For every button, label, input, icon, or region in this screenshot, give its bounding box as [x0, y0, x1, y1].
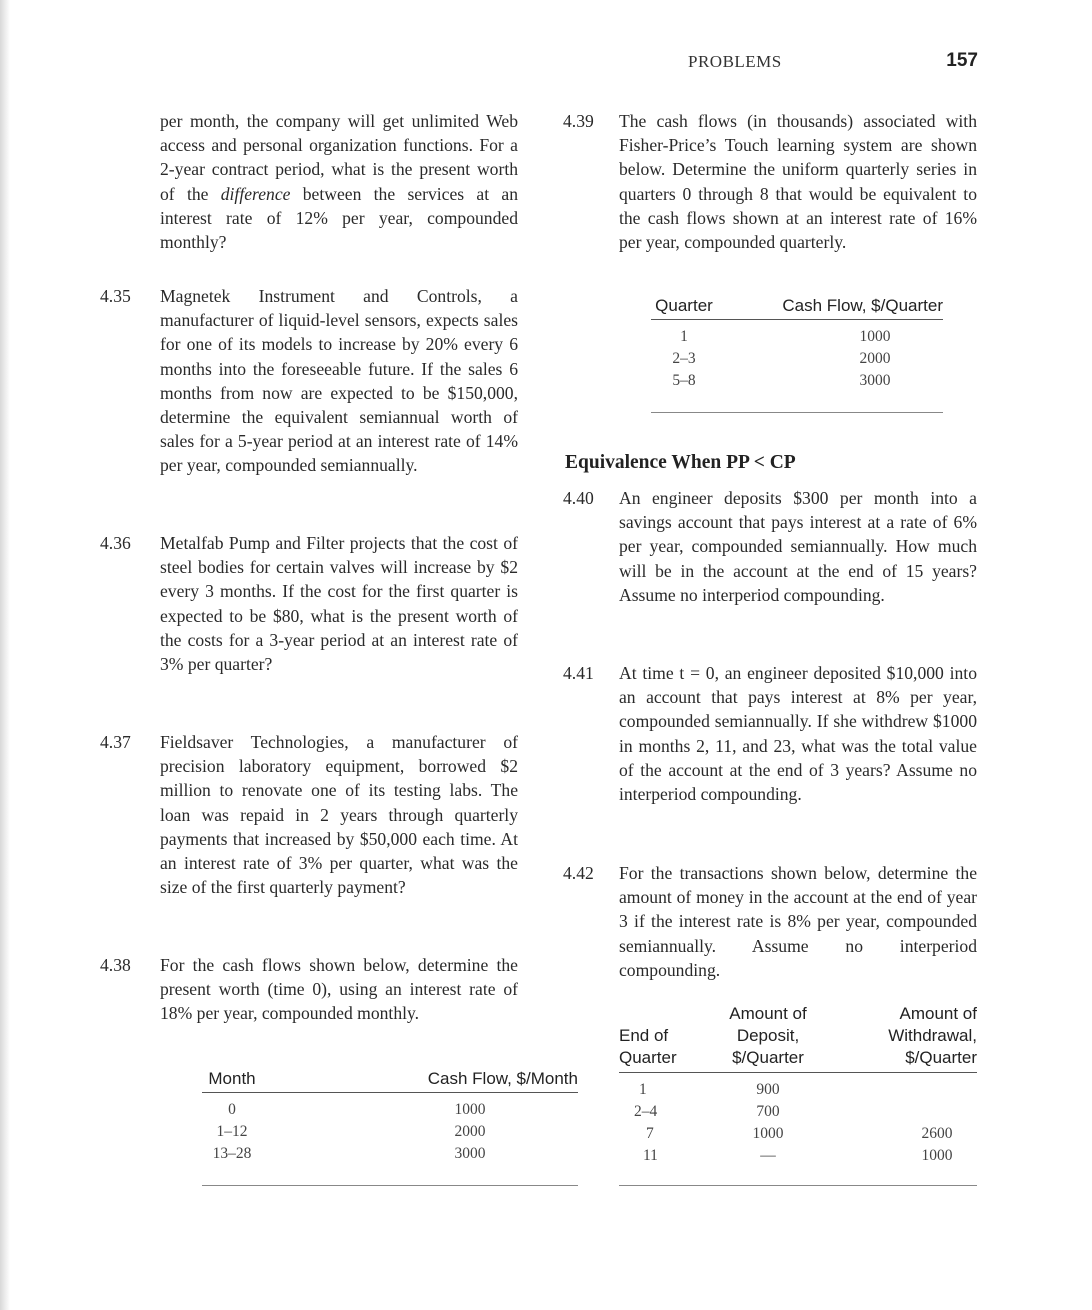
table-4-38	[202, 1069, 578, 1165]
problem-4-36	[100, 531, 518, 676]
problem-number: 4.41	[563, 663, 594, 683]
problem-text: Fieldsaver Technologies, a manufacturer of precision laboratory equipment, borrowed $2 million to renovate one of its testing labs. The loan was repaid in 2 years through quarterly payments that increased by $50,000 each time. At an interest rate of 3% per quarter, what was the size of the first quarterly payment?	[160, 732, 518, 898]
continued-text-start: per month, the company will get unlimited Web access and personal organization functions. For a 2-year contract period, what is the present worth of the	[160, 111, 518, 204]
problem-4-39	[563, 109, 977, 254]
table-cell: 700	[756, 1103, 780, 1120]
table-cell: 7	[646, 1125, 654, 1142]
column-header: Cash Flow, $/Month	[262, 1069, 578, 1093]
table-cell: 11	[643, 1147, 658, 1164]
table-cell: 3000	[859, 372, 891, 389]
problem-text: An engineer deposits $300 per month into a savings account that pays interest at a rate of 6% per year, compounded semiannually. How much will be in the account at the end of 15 years? Assume no interperiod compounding.	[619, 488, 977, 605]
table-cell: 2000	[454, 1123, 486, 1140]
table-bottom-rule	[619, 1185, 977, 1186]
problem-continued-text	[100, 109, 518, 254]
problem-text: The cash flows (in thousands) associated with Fisher-Price’s Touch learning system are shown below. Determine the uniform quarterly series in quarters 0 through 8 that would be equivalent to the cash flows shown at an interest rate of 16% per year, compounded quarterly.	[619, 111, 977, 253]
problem-text: Metalfab Pump and Filter projects that the cost of steel bodies for certain valves will increase by $2 every 3 months. If the cost for the first quarter is expected to be $80, what is the present worth of the costs for a 3-year period at an interest rate of 3% per quarter?	[160, 533, 518, 675]
table-cell: 1000	[921, 1147, 953, 1164]
table-row	[619, 1123, 977, 1145]
table-4-42	[619, 1003, 977, 1167]
section-title: Equivalence When PP < CP	[565, 452, 796, 473]
table-cell: 2–4	[634, 1103, 658, 1120]
column-header: Cash Flow, $/Quarter	[717, 296, 943, 320]
problem-text: For the cash flows shown below, determine the present worth (time 0), using an interest rate of 18% per year, compounded monthly.	[160, 955, 518, 1024]
table-cell: 5–8	[672, 372, 696, 389]
continued-text-end: between the services at an interest rate of 12% per year, compounded monthly?	[160, 183, 518, 253]
table-bottom-rule	[651, 412, 943, 413]
problem-number: 4.39	[563, 111, 594, 131]
table-row	[202, 1143, 578, 1165]
column-header: Month	[202, 1069, 262, 1093]
table-cell: 900	[756, 1081, 780, 1098]
problem-number: 4.37	[100, 732, 131, 752]
problem-text: At time t = 0, an engineer deposited $10,000 into an account that pays interest at 8% per year, compounded semiannually. If she withdrew $1000 in months 2, 11, and 23, what was the total value of the account at the end of 3 years? Assume no interperiod compounding.	[619, 663, 977, 805]
table-bottom-rule	[202, 1185, 578, 1186]
problem-4-37	[100, 730, 518, 899]
table-row	[202, 1099, 578, 1121]
page-number: 157	[946, 50, 978, 71]
table-cell: 2–3	[672, 350, 696, 367]
problem-4-42	[563, 861, 977, 982]
column-header: Amount of Withdrawal, $/Quarter	[837, 1003, 977, 1073]
page-binding-edge	[0, 0, 10, 1310]
table-row	[619, 1101, 977, 1123]
table-cell	[837, 1079, 977, 1101]
column-header: End of Quarter	[619, 1003, 699, 1073]
table-cell: 1	[639, 1081, 647, 1098]
table-row	[651, 370, 943, 392]
column-header: Quarter	[651, 296, 717, 320]
table-cell	[837, 1101, 977, 1123]
table-cell: —	[760, 1147, 776, 1164]
running-header-section: PROBLEMS	[688, 52, 782, 71]
problem-text: Magnetek Instrument and Controls, a manufacturer of liquid-level sensors, expects sales for one of its models to increase by 20% every 6 months into the foreseeable future. If the sales 6 months from now are expected to be $150,000, determine the equivalent semiannual worth of sales for a 5-year period at an interest rate of 14% per year, compounded semiannually.	[160, 286, 518, 476]
problem-number: 4.38	[100, 955, 131, 975]
problem-4-40	[563, 486, 977, 607]
table-cell: 1–12	[216, 1123, 248, 1140]
table-cell: 0	[228, 1101, 236, 1118]
problem-number: 4.42	[563, 863, 594, 883]
problem-4-35	[100, 284, 518, 478]
problem-number: 4.35	[100, 286, 131, 306]
table-cell: 2000	[859, 350, 891, 367]
table-cell: 2600	[921, 1125, 953, 1142]
table-row	[619, 1145, 977, 1167]
table-cell: 1000	[454, 1101, 486, 1118]
problem-4-38	[100, 953, 518, 1026]
problem-number: 4.40	[563, 488, 594, 508]
table-cell: 1	[680, 328, 688, 345]
table-cell: 1000	[752, 1125, 784, 1142]
table-row	[619, 1079, 977, 1101]
problem-text: For the transactions shown below, determine the amount of money in the account at the end of year 3 if the interest rate is 8% per year, compounded semiannually. Assume no interperiod compounding.	[619, 863, 977, 980]
column-header: Amount of Deposit, $/Quarter	[699, 1003, 837, 1073]
table-cell: 3000	[454, 1145, 486, 1162]
table-4-39	[651, 296, 943, 392]
table-row	[651, 348, 943, 370]
table-row	[651, 326, 943, 348]
problem-number: 4.36	[100, 533, 131, 553]
emphasized-word: difference	[220, 183, 291, 204]
table-row	[202, 1121, 578, 1143]
table-cell: 13–28	[212, 1145, 252, 1162]
problem-4-41	[563, 661, 977, 806]
table-cell: 1000	[859, 328, 891, 345]
